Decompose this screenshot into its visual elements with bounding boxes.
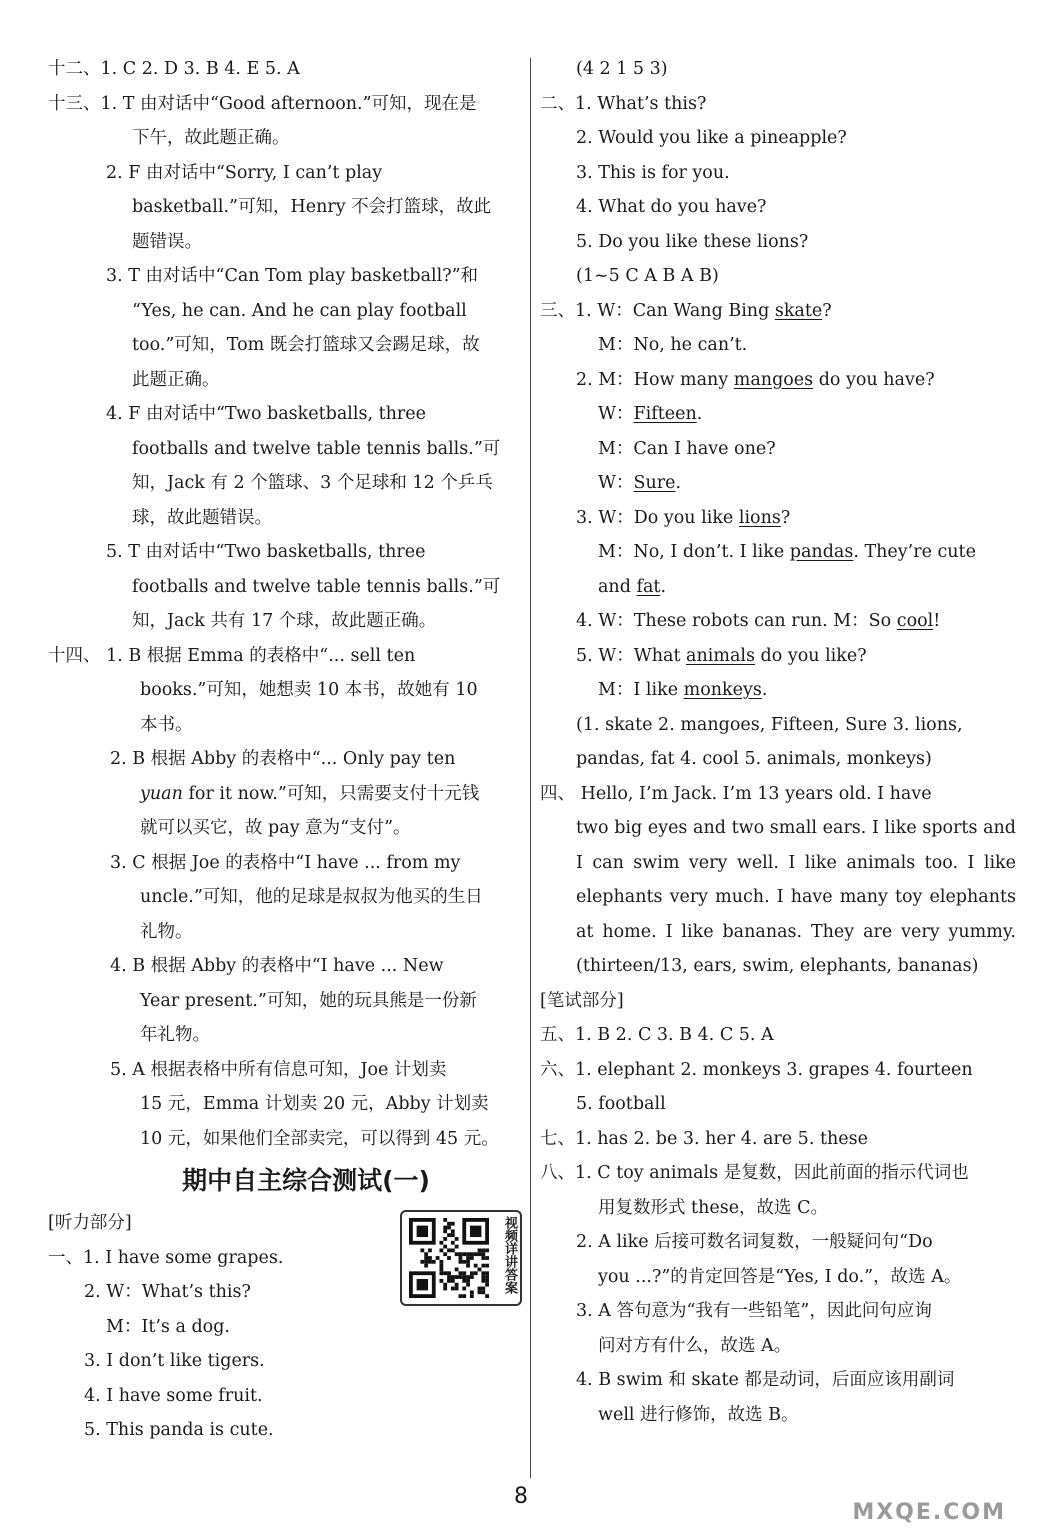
left-line: 十三、1. T 由对话中“Good afternoon.”可知，现在是 [48, 93, 477, 114]
left-bottom-line: 5. This panda is cute. [84, 1420, 274, 1440]
left-line: 本书。 [140, 714, 193, 735]
left-line: 就可以买它，故 pay 意为“支付”。 [140, 818, 411, 838]
left-line: “Yes, he can. And he can play football [132, 300, 467, 321]
left-line: 年礼物。 [140, 1025, 210, 1045]
right-line: M：Can I have one? [598, 438, 776, 459]
right-line: you ...?”的肯定回答是“Yes, I do.”，故选 A。 [598, 1266, 962, 1287]
right-line: (4 2 1 5 3) [576, 59, 668, 79]
left-line: 3. T 由对话中“Can Tom play basketball?”和 [106, 266, 479, 286]
left-line: 3. C 根据 Joe 的表格中“I have ... from my [110, 852, 461, 873]
left-line: 下午，故此题正确。 [132, 128, 290, 148]
qr-code-pattern [408, 1218, 490, 1298]
right-line: 2. A like 后接可数名词复数，一般疑问句“Do [576, 1232, 933, 1252]
left-line: 球，故此题错误。 [132, 507, 272, 528]
answer-blank: pandas [789, 542, 854, 562]
left-bottom-line: M：It’s a dog. [106, 1316, 230, 1337]
left-line: yuan for it now.”可知，只需要支付十元钱 [140, 783, 480, 804]
answer-blank: cool [896, 611, 934, 631]
left-line: 5. A 根据表格中所有信息可知，Joe 计划卖 [110, 1059, 447, 1080]
right-line: W：Sure. [598, 473, 682, 493]
right-line: (1. skate 2. mangoes, Fifteen, Sure 3. lions, [576, 714, 963, 735]
right-line: 4. W：These robots can run. M：So cool! [576, 611, 941, 631]
left-line: Year present.”可知，她的玩具熊是一份新 [140, 990, 477, 1011]
right-line: 二、1. What’s this? [540, 93, 707, 114]
left-bottom-line: 3. I don’t like tigers. [84, 1351, 265, 1371]
right-line: I can swim very well. I like animals too. I like [576, 852, 1016, 873]
left-line: footballs and twelve table tennis balls.”可 [132, 576, 501, 597]
right-line: at home. I like bananas. They are very yummy. [576, 921, 1016, 942]
right-line: 六、1. elephant 2. monkeys 3. grapes 4. fourteen [540, 1059, 973, 1080]
right-line: 2. M：How many mangoes do you have? [576, 369, 935, 390]
right-line: 3. A 答句意为“我有一些铅笔”，因此问句应询 [576, 1301, 932, 1321]
right-line: well 进行修饰，故选 B。 [598, 1404, 799, 1425]
left-line: 2. F 由对话中“Sorry, I can’t play [106, 162, 383, 183]
right-line: M：I like monkeys. [598, 680, 768, 700]
watermark-logo: MXQE.COM [852, 1500, 1006, 1525]
answer-blank: lions [738, 507, 781, 528]
left-line: 5. T 由对话中“Two basketballs, three [106, 542, 426, 562]
qr-code[interactable] [400, 1210, 522, 1306]
section-title: 期中自主综合测试(一) [182, 1166, 430, 1195]
left-line: 4. F 由对话中“Two basketballs, three [106, 404, 426, 424]
left-line: too.”可知，Tom 既会打篮球又会踢足球，故 [132, 335, 480, 355]
left-line: footballs and twelve table tennis balls.”可 [132, 438, 501, 459]
right-line: M：No, I don’t. I like pandas. They’re cute [598, 542, 976, 562]
right-line: pandas, fat 4. cool 5. animals, monkeys) [576, 749, 932, 769]
left-line: 知，Jack 有 2 个篮球、3 个足球和 12 个乒乓 [132, 473, 493, 493]
right-line: 4. B swim 和 skate 都是动词，后面应该用副词 [576, 1370, 955, 1390]
right-line: 5. football [576, 1094, 666, 1114]
answer-blank: monkeys [683, 680, 762, 700]
left-line: 十四、 1. B 根据 Emma 的表格中“... sell ten [48, 645, 416, 666]
answer-blank: mangoes [733, 369, 814, 390]
left-line: basketball.”可知，Henry 不会打篮球，故此 [132, 197, 492, 217]
left-line: 2. B 根据 Abby 的表格中“... Only pay ten [110, 749, 456, 769]
left-line: 此题正确。 [132, 369, 220, 390]
right-line: 五、1. B 2. C 3. B 4. C 5. A [540, 1025, 774, 1045]
right-line: 4. What do you have? [576, 197, 767, 217]
left-bottom-line: 2. W：What’s this? [84, 1282, 251, 1302]
right-line: two big eyes and two small ears. I like sports and [576, 818, 1016, 838]
right-line: and fat. [598, 576, 667, 597]
right-line: 2. Would you like a pineapple? [576, 128, 847, 148]
left-line: books.”可知，她想卖 10 本书，故她有 10 [140, 680, 478, 700]
left-line: 题错误。 [132, 231, 202, 252]
answer-blank: skate [774, 300, 823, 321]
page-number: 8 [514, 1484, 528, 1509]
right-line: (1~5 C A B A B) [576, 266, 719, 286]
right-line: M：No, he can’t. [598, 335, 748, 355]
right-line: 四、 Hello, I’m Jack. I’m 13 years old. I have [540, 783, 932, 804]
answer-blank: Fifteen [633, 404, 697, 424]
right-line: 问对方有什么，故选 A。 [598, 1335, 792, 1356]
right-line: 3. W：Do you like lions? [576, 507, 791, 528]
right-line: elephants very much. I have many toy elephants [576, 887, 1016, 907]
right-line: 3. This is for you. [576, 162, 730, 183]
left-line: 4. B 根据 Abby 的表格中“I have ... New [110, 956, 444, 976]
right-line: [笔试部分] [540, 990, 624, 1011]
right-line: 八、1. C toy animals 是复数，因此前面的指示代词也 [540, 1163, 969, 1183]
answer-blank: animals [686, 645, 755, 666]
right-line: 5. Do you like these lions? [576, 231, 809, 252]
right-line: 用复数形式 these，故选 C。 [598, 1197, 829, 1218]
right-line: 七、1. has 2. be 3. her 4. are 5. these [540, 1128, 868, 1149]
left-line: uncle.”可知，他的足球是叔叔为他买的生日 [140, 887, 483, 907]
right-line: (thirteen/13, ears, swim, elephants, bananas) [576, 956, 979, 976]
right-column [540, 52, 1016, 1432]
right-line: 三、1. W：Can Wang Bing skate? [540, 300, 832, 321]
answer-blank: fat [636, 576, 661, 597]
answer-blank: Sure [633, 473, 676, 493]
left-line: 十二、1. C 2. D 3. B 4. E 5. A [48, 59, 300, 79]
left-bottom-line: [听力部分] [48, 1213, 132, 1233]
qr-label: 视频详讲答案 [502, 1216, 517, 1294]
right-line: 5. W：What animals do you like? [576, 645, 867, 666]
left-line: 礼物。 [140, 921, 193, 942]
right-line: W：Fifteen. [598, 404, 703, 424]
left-bottom-line: 一、1. I have some grapes. [48, 1247, 284, 1268]
left-line: 知，Jack 共有 17 个球，故此题正确。 [132, 611, 437, 631]
left-bottom-line: 4. I have some fruit. [84, 1385, 263, 1406]
column-divider [530, 58, 531, 1478]
left-line: 10 元，如果他们全部卖完，可以得到 45 元。 [140, 1128, 499, 1149]
left-line: 15 元，Emma 计划卖 20 元，Abby 计划卖 [140, 1094, 489, 1114]
